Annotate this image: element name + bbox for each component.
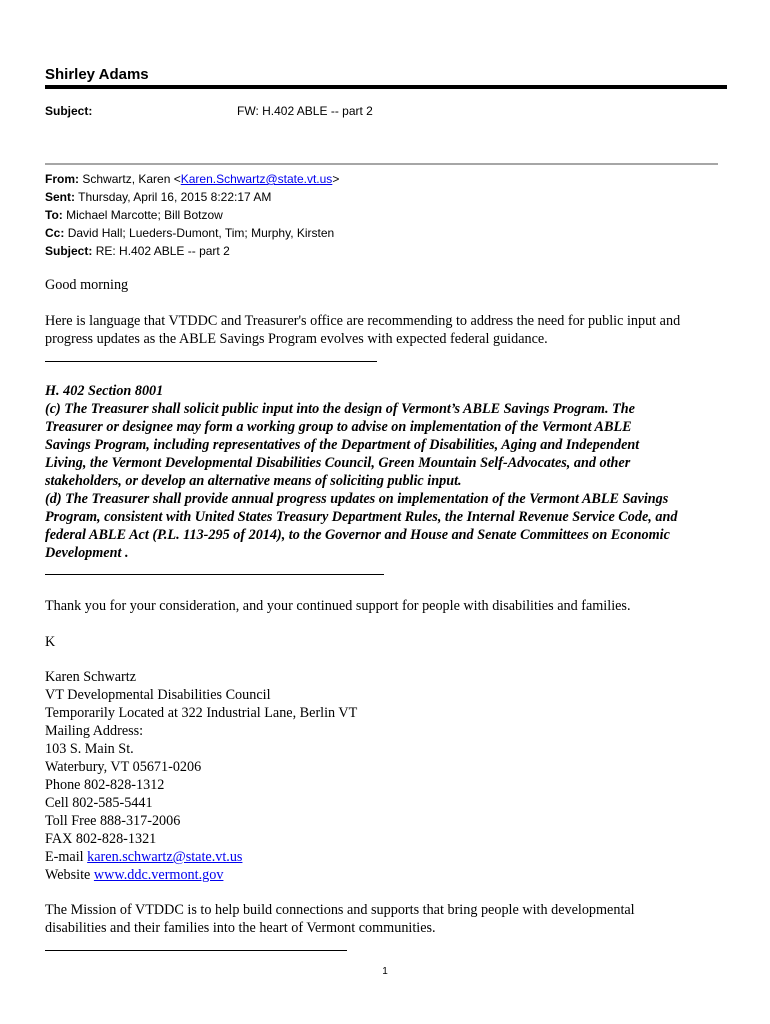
signature-line: Cell 802-585-5441: [45, 795, 153, 811]
sent-label: Sent:: [45, 190, 75, 204]
signature-line: 103 S. Main St.: [45, 741, 134, 757]
proposal-line: stakeholders, or develop an alternative means of soliciting public input.: [45, 473, 462, 489]
signature-email-line: [45, 848, 735, 866]
proposal-line: Treasurer or designee may form a working group to advise on implementation of the Vermont ABLE: [45, 419, 632, 435]
proposal-line: H. 402 Section 8001: [45, 383, 164, 399]
greeting: Good morning: [45, 277, 129, 293]
document-owner: Shirley Adams: [45, 66, 149, 83]
website-link[interactable]: www.ddc.vermont.gov: [93, 867, 224, 883]
to-label: To:: [45, 208, 63, 222]
signature-line: Toll Free 888-317-2006: [45, 813, 181, 829]
intro-line-1: Here is language that VTDDC and Treasurer's office are recommending to address the need for public input and: [45, 313, 681, 329]
proposal-rule-top: [45, 361, 377, 362]
signature-website-line: [45, 866, 735, 884]
signature-line: Karen Schwartz: [45, 669, 136, 685]
signature-line: Temporarily Located at 322 Industrial Lane, Berlin VT: [45, 705, 358, 721]
sent-line: [45, 188, 271, 206]
signature-line: Phone 802-828-1312: [45, 777, 165, 793]
signature-line: Waterbury, VT 05671-0206: [45, 759, 202, 775]
header-rule: [45, 85, 727, 89]
page-number: 1: [382, 966, 388, 977]
signature-line: Mailing Address:: [45, 723, 144, 739]
proposal-line: (c) The Treasurer shall solicit public input into the design of Vermont’s ABLE Savings Program. The: [45, 401, 635, 417]
intro-line-2: progress updates as the ABLE Savings Program evolves with expected federal guidance.: [45, 331, 548, 347]
to-value: Michael Marcotte; Bill Botzow: [66, 208, 223, 222]
subject-label: Subject:: [45, 104, 93, 118]
forward-subject-value: RE: H.402 ABLE -- part 2: [95, 244, 230, 258]
signature-email-link[interactable]: karen.schwartz@state.vt.us: [87, 849, 243, 865]
cc-label: Cc:: [45, 226, 65, 240]
cc-line: [45, 224, 334, 242]
proposal-line: Savings Program, including representatives of the Department of Disabilities, Aging and Independent: [45, 437, 640, 453]
proposal-line: Living, the Vermont Developmental Disabilities Council, Green Mountain Self-Advocates, and other: [45, 455, 631, 471]
signature-line: FAX 802-828-1321: [45, 831, 157, 847]
sender-initial: K: [45, 634, 56, 650]
proposal-line: (d) The Treasurer shall provide annual progress updates on implementation of the Vermont ABLE Savings: [45, 491, 669, 507]
forward-subject-line: [45, 242, 230, 260]
proposal-line: Development .: [45, 545, 129, 561]
sent-value: Thursday, April 16, 2015 8:22:17 AM: [78, 190, 272, 204]
proposal-rule-bottom: [45, 574, 384, 575]
proposal-line: federal ABLE Act (P.L. 113-295 of 2014), to the Governor and House and Senate Committees on Economic: [45, 527, 670, 543]
thanks-text: Thank you for your consideration, and your continued support for people with disabilities and families.: [45, 598, 631, 614]
mission-line-2: disabilities and their families into the heart of Vermont communities.: [45, 920, 436, 936]
proposal-line: Program, consistent with United States Treasury Department Rules, the Internal Revenue Service Code, and: [45, 509, 678, 525]
from-line: [45, 170, 339, 188]
from-label: From:: [45, 172, 79, 186]
mission-line-1: The Mission of VTDDC is to help build connections and supports that bring people with developmental: [45, 902, 635, 918]
mission-rule: [45, 950, 347, 951]
subject-value: FW: H.402 ABLE -- part 2: [237, 104, 373, 118]
cc-value: David Hall; Lueders-Dumont, Tim; Murphy, Kirsten: [67, 226, 335, 240]
from-close: >: [332, 172, 340, 186]
to-line: [45, 206, 223, 224]
from-email-link[interactable]: Karen.Schwartz@state.vt.us: [180, 172, 333, 186]
signature-line: VT Developmental Disabilities Council: [45, 687, 271, 703]
website-label: Website: [45, 867, 94, 883]
from-name: Schwartz, Karen <: [82, 172, 181, 186]
forward-subject-label: Subject:: [45, 244, 93, 258]
email-label: E-mail: [45, 849, 88, 865]
forward-separator: [45, 163, 718, 165]
